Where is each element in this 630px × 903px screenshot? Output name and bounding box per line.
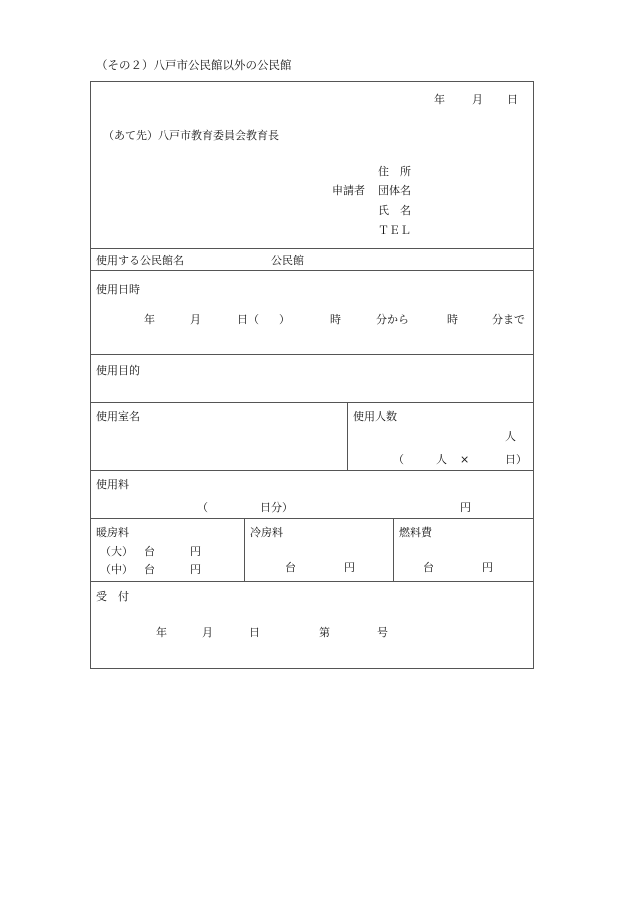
heating-large: （大） — [100, 545, 133, 558]
application-form — [90, 81, 534, 669]
people-calc-open: （ — [393, 453, 404, 466]
date-day: 日 — [507, 93, 518, 106]
people-calc-times: × — [460, 453, 470, 466]
purpose-label: 使用目的 — [96, 364, 140, 377]
receipt-month: 月 — [202, 626, 213, 639]
fuel-label: 燃料費 — [399, 526, 432, 539]
fee-paren-open: （ — [197, 501, 208, 514]
datetime-day: 日（ — [237, 313, 259, 326]
divider — [244, 518, 245, 581]
fee-label: 使用料 — [96, 478, 129, 491]
cooling-yen: 円 — [344, 561, 355, 574]
hall-suffix: 公民館 — [271, 254, 304, 267]
datetime-hour-end: 時 — [447, 313, 458, 326]
receipt-no-suffix: 号 — [377, 626, 388, 639]
divider — [91, 518, 533, 519]
datetime-until: 分まで — [492, 313, 525, 326]
applicant-tel-label: ＴＥＬ — [378, 224, 411, 237]
divider — [91, 402, 533, 403]
heating-large-yen: 円 — [190, 545, 201, 558]
receipt-label: 受 付 — [96, 590, 129, 603]
date-month: 月 — [472, 93, 483, 106]
divider — [91, 248, 533, 249]
datetime-label: 使用日時 — [96, 283, 140, 296]
form-heading: （その２）八戸市公民館以外の公民館 — [96, 58, 292, 72]
divider — [347, 402, 348, 470]
heating-medium-yen: 円 — [190, 563, 201, 576]
datetime-hour-start: 時 — [330, 313, 341, 326]
datetime-year: 年 — [144, 313, 155, 326]
room-label: 使用室名 — [96, 410, 140, 423]
cooling-unit: 台 — [285, 561, 296, 574]
fee-days: 日分） — [260, 501, 293, 514]
datetime-from: 分から — [376, 313, 409, 326]
fuel-yen: 円 — [482, 561, 493, 574]
heating-large-unit: 台 — [144, 545, 155, 558]
divider — [91, 270, 533, 271]
people-calc-person: 人 — [436, 453, 447, 466]
people-unit: 人 — [505, 430, 516, 443]
divider — [91, 354, 533, 355]
applicant-name-label: 氏 名 — [378, 204, 411, 217]
receipt-no-prefix: 第 — [319, 626, 330, 639]
people-label: 使用人数 — [353, 410, 397, 423]
fuel-unit: 台 — [423, 561, 434, 574]
divider — [91, 470, 533, 471]
date-year: 年 — [434, 93, 445, 106]
datetime-month: 月 — [190, 313, 201, 326]
applicant-label: 申請者 — [332, 184, 365, 197]
fee-yen: 円 — [460, 501, 471, 514]
people-calc-day: 日） — [505, 453, 527, 466]
addressee: （あて先）八戸市教育委員会教育長 — [103, 129, 279, 142]
applicant-address-label: 住 所 — [378, 165, 411, 178]
receipt-day: 日 — [249, 626, 260, 639]
cooling-label: 冷房料 — [250, 526, 283, 539]
receipt-year: 年 — [156, 626, 167, 639]
hall-label: 使用する公民館名 — [96, 254, 184, 267]
heating-label: 暖房料 — [96, 526, 129, 539]
datetime-paren-close: ） — [279, 313, 290, 326]
heating-medium-unit: 台 — [144, 563, 155, 576]
applicant-group-label: 団体名 — [378, 184, 411, 197]
divider — [91, 581, 533, 582]
divider — [393, 518, 394, 581]
heating-medium: （中） — [100, 563, 133, 576]
